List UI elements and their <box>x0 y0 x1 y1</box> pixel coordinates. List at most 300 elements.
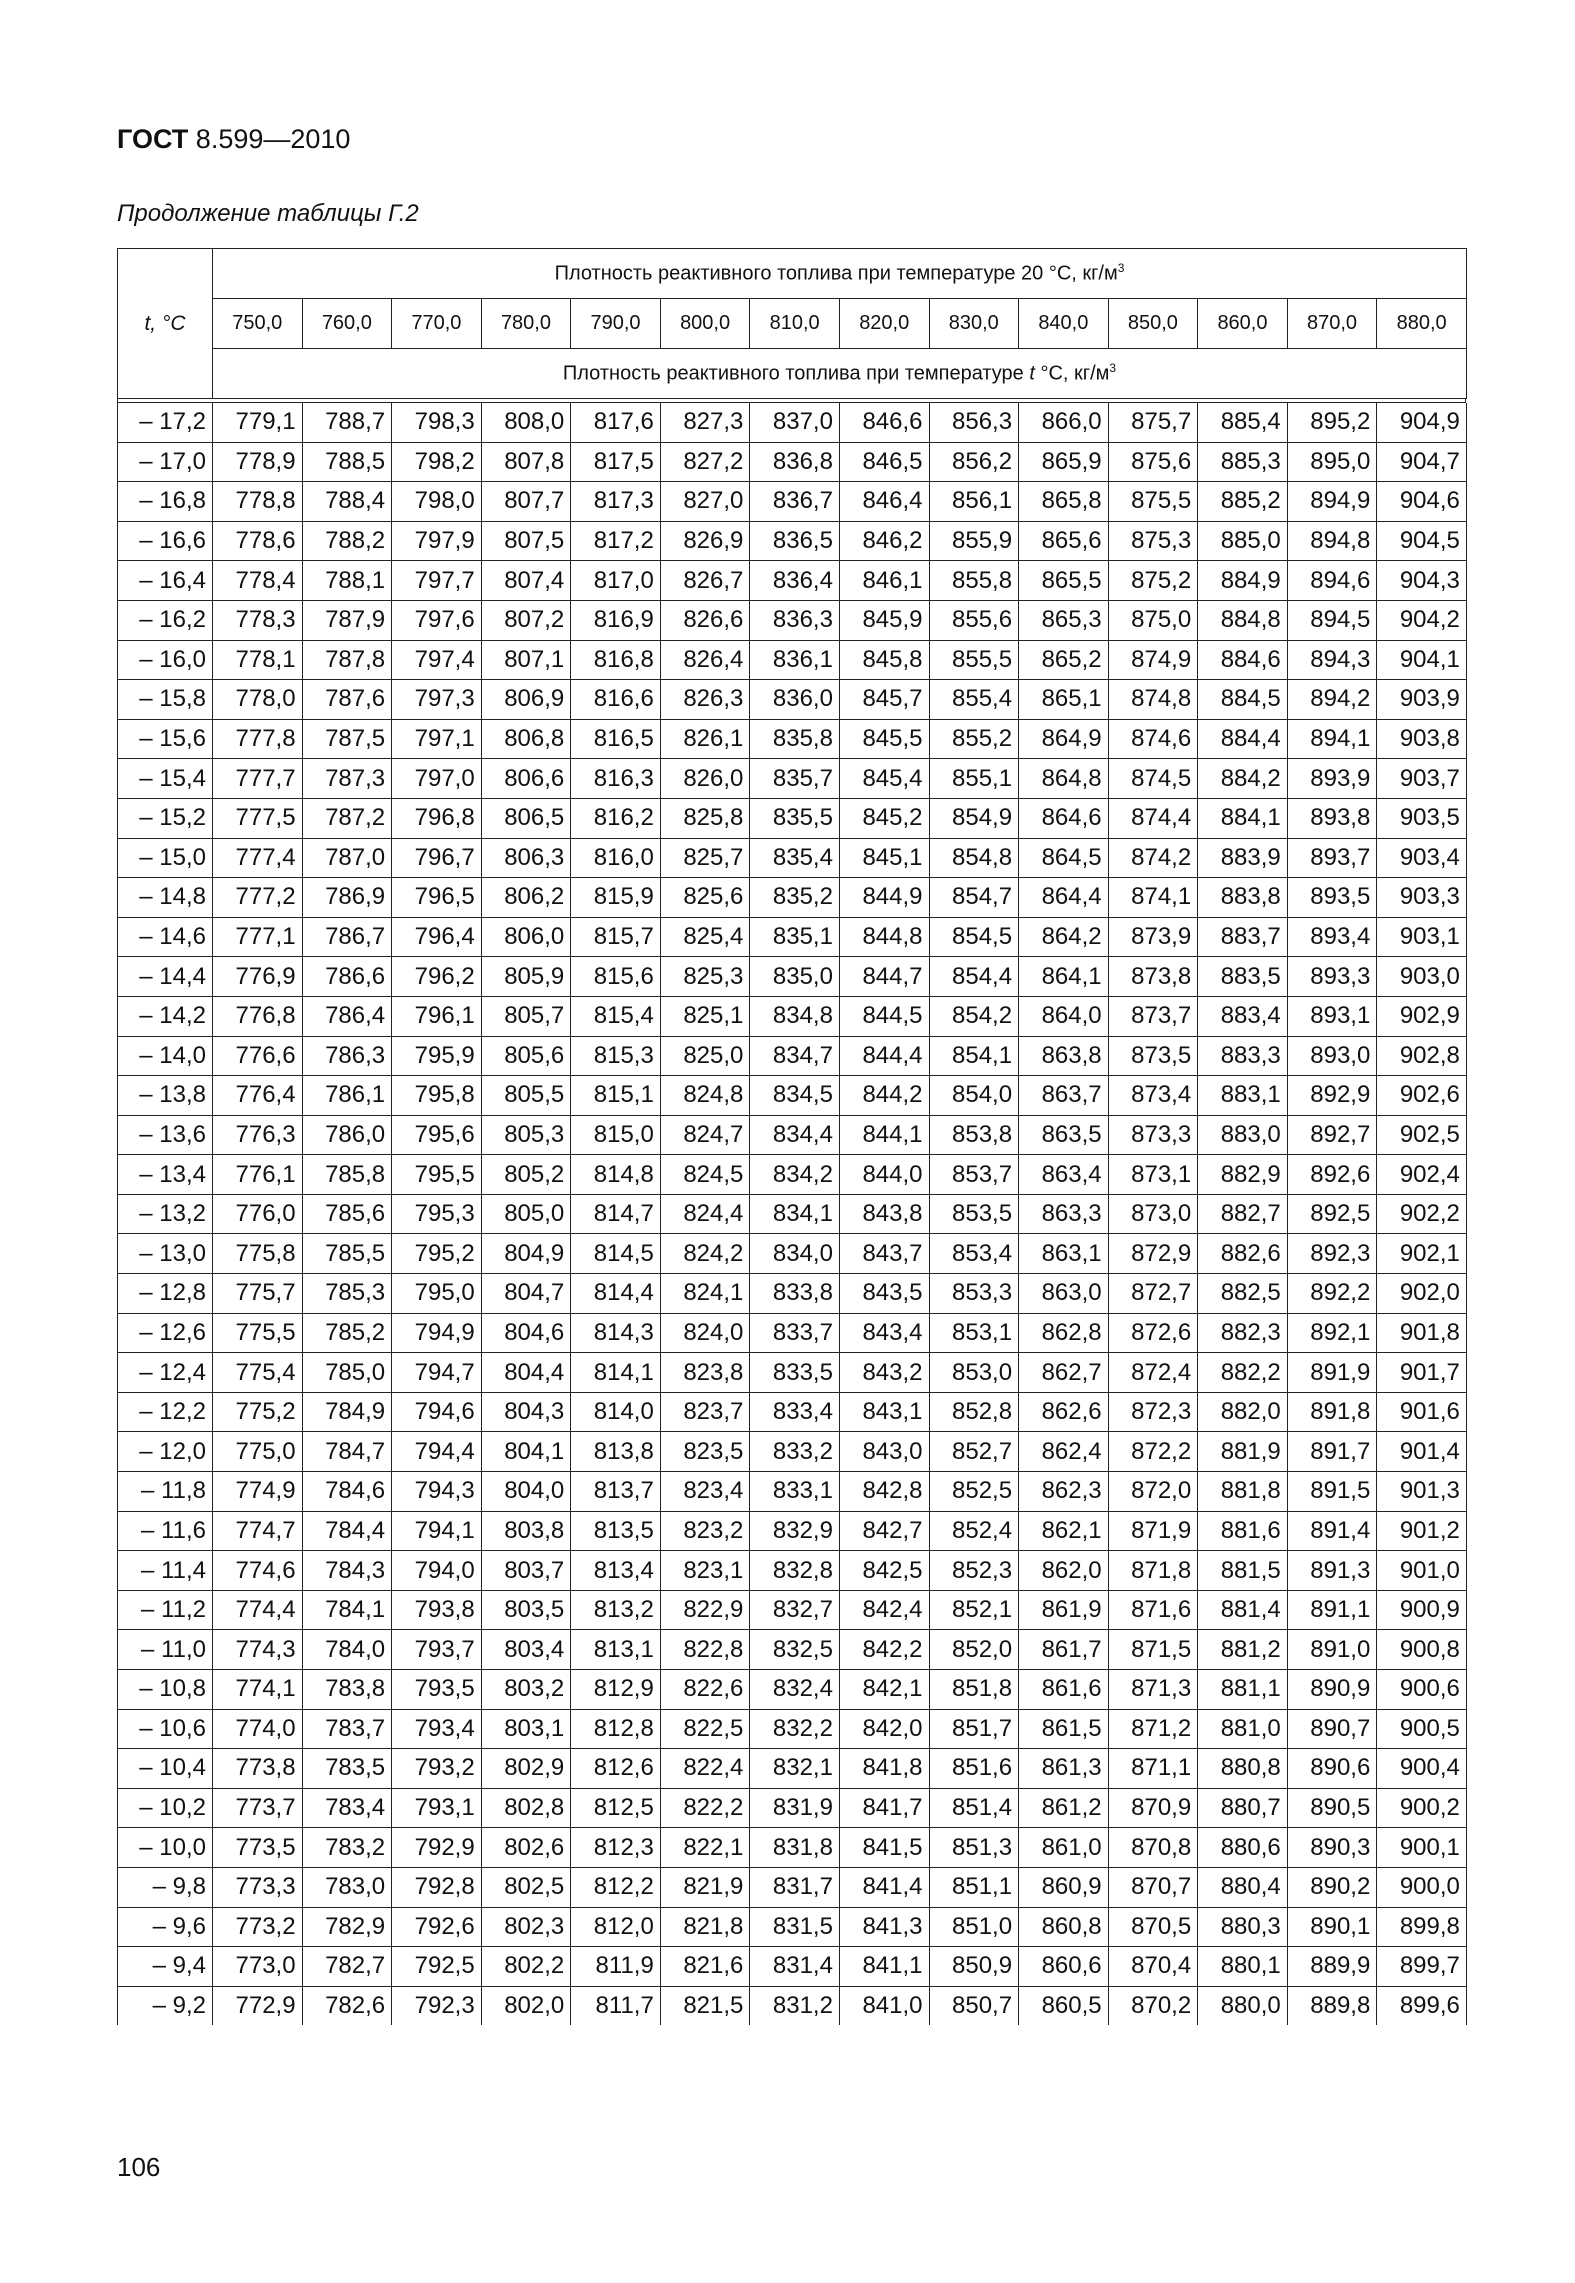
density-cell: 901,2 <box>1377 1511 1467 1551</box>
density-cell: 785,0 <box>302 1353 392 1393</box>
density-cell: 856,3 <box>929 403 1019 442</box>
density-cell: 807,5 <box>481 521 571 561</box>
table-caption: Продолжение таблицы Г.2 <box>117 200 419 227</box>
density-cell: 803,4 <box>481 1630 571 1670</box>
density-cell: 783,8 <box>302 1670 392 1710</box>
density-cell: 822,9 <box>660 1590 750 1630</box>
density-cell: 825,3 <box>660 957 750 997</box>
sub-header-sup: 3 <box>1109 361 1117 376</box>
temperature-cell: – 12,0 <box>118 1432 213 1472</box>
density-cell: 902,1 <box>1377 1234 1467 1274</box>
density-cell: 816,9 <box>571 600 661 640</box>
density-cell: 841,8 <box>839 1749 929 1789</box>
density-cell: 774,7 <box>213 1511 303 1551</box>
density-cell: 862,8 <box>1019 1313 1109 1353</box>
density-cell: 794,9 <box>392 1313 482 1353</box>
table-row <box>118 1788 1467 1828</box>
table-row <box>118 1551 1467 1591</box>
density-cell: 872,2 <box>1108 1432 1198 1472</box>
temperature-cell: – 11,6 <box>118 1511 213 1551</box>
density-cell: 884,1 <box>1198 798 1288 838</box>
density-cell: 881,0 <box>1198 1709 1288 1749</box>
density-cell: 788,2 <box>302 521 392 561</box>
table-row <box>118 1155 1467 1195</box>
density-cell: 870,4 <box>1108 1947 1198 1987</box>
density-cell: 841,4 <box>839 1867 929 1907</box>
density-cell: 893,1 <box>1287 996 1377 1036</box>
temperature-cell: – 17,2 <box>118 403 213 442</box>
density-cell: 852,7 <box>929 1432 1019 1472</box>
density-cell: 842,8 <box>839 1472 929 1512</box>
density-cell: 784,6 <box>302 1472 392 1512</box>
density-cell: 885,2 <box>1198 482 1288 522</box>
density-cell: 891,3 <box>1287 1551 1377 1591</box>
density-cell: 899,7 <box>1377 1947 1467 1987</box>
density-cell: 775,7 <box>213 1274 303 1314</box>
density-cell: 777,8 <box>213 719 303 759</box>
density-cell: 802,9 <box>481 1749 571 1789</box>
density-cell: 793,4 <box>392 1709 482 1749</box>
temperature-cell: – 17,0 <box>118 442 213 482</box>
density-cell: 903,7 <box>1377 759 1467 799</box>
temperature-cell: – 14,0 <box>118 1036 213 1076</box>
density-cell: 842,1 <box>839 1670 929 1710</box>
density-cell: 806,8 <box>481 719 571 759</box>
density-cell: 899,6 <box>1377 1986 1467 2025</box>
density-cell: 784,1 <box>302 1590 392 1630</box>
density-cell: 900,4 <box>1377 1749 1467 1789</box>
density-cell: 815,3 <box>571 1036 661 1076</box>
density-cell: 873,8 <box>1108 957 1198 997</box>
density-cell: 797,3 <box>392 680 482 720</box>
density-cell: 846,6 <box>839 403 929 442</box>
density-cell: 813,4 <box>571 1551 661 1591</box>
density-cell: 883,9 <box>1198 838 1288 878</box>
density-cell: 831,7 <box>750 1867 840 1907</box>
density-cell: 796,2 <box>392 957 482 997</box>
density-cell: 851,7 <box>929 1709 1019 1749</box>
density-cell: 843,2 <box>839 1353 929 1393</box>
density-cell: 803,1 <box>481 1709 571 1749</box>
density-cell: 870,8 <box>1108 1828 1198 1868</box>
density-cell: 835,7 <box>750 759 840 799</box>
density-cell: 813,7 <box>571 1472 661 1512</box>
density-cell: 822,8 <box>660 1630 750 1670</box>
density-cell: 903,4 <box>1377 838 1467 878</box>
density-cell: 900,6 <box>1377 1670 1467 1710</box>
density-cell: 880,8 <box>1198 1749 1288 1789</box>
density-cell: 833,4 <box>750 1392 840 1432</box>
density-cell: 871,6 <box>1108 1590 1198 1630</box>
density-cell: 890,3 <box>1287 1828 1377 1868</box>
density-cell: 900,5 <box>1377 1709 1467 1749</box>
density-cell: 874,6 <box>1108 719 1198 759</box>
density-cell: 852,4 <box>929 1511 1019 1551</box>
density-cell: 871,5 <box>1108 1630 1198 1670</box>
density-cell: 786,0 <box>302 1115 392 1155</box>
density-cell: 863,1 <box>1019 1234 1109 1274</box>
density-cell: 811,9 <box>571 1947 661 1987</box>
density-cell: 804,1 <box>481 1432 571 1472</box>
sub-header-pre: Плотность реактивного топлива при температуре <box>562 362 1024 385</box>
density-cell: 845,7 <box>839 680 929 720</box>
density-cell: 824,2 <box>660 1234 750 1274</box>
temperature-cell: – 12,2 <box>118 1392 213 1432</box>
density-cell: 806,5 <box>481 798 571 838</box>
density-cell: 796,7 <box>392 838 482 878</box>
density-cell: 778,4 <box>213 561 303 601</box>
density-cell: 795,6 <box>392 1115 482 1155</box>
density-cell: 883,4 <box>1198 996 1288 1036</box>
density-cell: 836,5 <box>750 521 840 561</box>
density-cell: 854,8 <box>929 838 1019 878</box>
density-cell: 774,9 <box>213 1472 303 1512</box>
density-cell: 860,6 <box>1019 1947 1109 1987</box>
density-cell: 885,3 <box>1198 442 1288 482</box>
density-cell: 787,9 <box>302 600 392 640</box>
density-cell: 854,1 <box>929 1036 1019 1076</box>
density-cell: 825,8 <box>660 798 750 838</box>
density-cell: 845,9 <box>839 600 929 640</box>
density-cell: 904,7 <box>1377 442 1467 482</box>
density-cell: 773,3 <box>213 1867 303 1907</box>
density-cell: 802,8 <box>481 1788 571 1828</box>
density-cell: 874,2 <box>1108 838 1198 878</box>
density-cell: 835,1 <box>750 917 840 957</box>
density-cell: 854,4 <box>929 957 1019 997</box>
density-cell: 841,5 <box>839 1828 929 1868</box>
density-cell: 826,9 <box>660 521 750 561</box>
density-cell: 861,6 <box>1019 1670 1109 1710</box>
density-cell: 835,0 <box>750 957 840 997</box>
density-cell: 792,9 <box>392 1828 482 1868</box>
density-cell: 843,8 <box>839 1194 929 1234</box>
density-cell: 894,9 <box>1287 482 1377 522</box>
density-cell: 787,5 <box>302 719 392 759</box>
density-cell: 863,7 <box>1019 1076 1109 1116</box>
density-cell: 812,3 <box>571 1828 661 1868</box>
density-cell: 794,0 <box>392 1551 482 1591</box>
density-cell: 872,3 <box>1108 1392 1198 1432</box>
density-cell: 777,7 <box>213 759 303 799</box>
density-cell: 776,0 <box>213 1194 303 1234</box>
table-row <box>118 600 1467 640</box>
density-cell: 893,9 <box>1287 759 1377 799</box>
density-cell: 775,0 <box>213 1432 303 1472</box>
density-cell: 852,1 <box>929 1590 1019 1630</box>
density-cell: 812,8 <box>571 1709 661 1749</box>
density-cell: 802,2 <box>481 1947 571 1987</box>
density-cell: 834,5 <box>750 1076 840 1116</box>
density-cell: 882,9 <box>1198 1155 1288 1195</box>
density-cell: 863,5 <box>1019 1115 1109 1155</box>
density-cell: 805,9 <box>481 957 571 997</box>
density-cell: 880,0 <box>1198 1986 1288 2025</box>
density-cell: 833,2 <box>750 1432 840 1472</box>
density-cell: 841,7 <box>839 1788 929 1828</box>
temperature-cell: – 14,4 <box>118 957 213 997</box>
temperature-cell: – 10,4 <box>118 1749 213 1789</box>
density-cell: 826,3 <box>660 680 750 720</box>
density-cell: 804,6 <box>481 1313 571 1353</box>
density-cell: 831,9 <box>750 1788 840 1828</box>
density-cell: 806,9 <box>481 680 571 720</box>
density-cell: 871,1 <box>1108 1749 1198 1789</box>
density-cell: 792,5 <box>392 1947 482 1987</box>
temperature-cell: – 10,0 <box>118 1828 213 1868</box>
density-column-header: 800,0 <box>660 299 750 349</box>
density-cell: 883,0 <box>1198 1115 1288 1155</box>
table-row <box>118 838 1467 878</box>
density-cell: 784,3 <box>302 1551 392 1591</box>
density-cell: 812,9 <box>571 1670 661 1710</box>
density-cell: 813,2 <box>571 1590 661 1630</box>
density-cell: 826,1 <box>660 719 750 759</box>
density-cell: 786,4 <box>302 996 392 1036</box>
density-cell: 803,8 <box>481 1511 571 1551</box>
density-cell: 845,2 <box>839 798 929 838</box>
density-cell: 864,6 <box>1019 798 1109 838</box>
table-row <box>118 442 1467 482</box>
temperature-cell: – 9,2 <box>118 1986 213 2025</box>
density-cell: 785,2 <box>302 1313 392 1353</box>
density-cell: 772,9 <box>213 1986 303 2025</box>
density-cell: 832,7 <box>750 1590 840 1630</box>
density-cell: 902,0 <box>1377 1274 1467 1314</box>
density-cell: 844,8 <box>839 917 929 957</box>
density-cell: 842,2 <box>839 1630 929 1670</box>
density-cell: 797,7 <box>392 561 482 601</box>
density-cell: 835,2 <box>750 878 840 918</box>
temperature-cell: – 16,2 <box>118 600 213 640</box>
density-cell: 795,8 <box>392 1076 482 1116</box>
density-cell: 894,6 <box>1287 561 1377 601</box>
density-cell: 794,7 <box>392 1353 482 1393</box>
density-cell: 851,8 <box>929 1670 1019 1710</box>
top-header <box>213 249 1467 299</box>
density-cell: 782,7 <box>302 1947 392 1987</box>
density-column-header: 780,0 <box>481 299 571 349</box>
density-cell: 814,1 <box>571 1353 661 1393</box>
density-cell: 892,6 <box>1287 1155 1377 1195</box>
density-cell: 783,2 <box>302 1828 392 1868</box>
table-row <box>118 680 1467 720</box>
t-header-label: t, °C <box>144 311 186 335</box>
density-cell: 815,9 <box>571 878 661 918</box>
temperature-cell: – 15,6 <box>118 719 213 759</box>
density-column-header: 830,0 <box>929 299 1019 349</box>
density-cell: 850,7 <box>929 1986 1019 2025</box>
table-row <box>118 1907 1467 1947</box>
density-cell: 824,8 <box>660 1076 750 1116</box>
density-cell: 865,2 <box>1019 640 1109 680</box>
density-cell: 884,8 <box>1198 600 1288 640</box>
page-number: 106 <box>117 2152 161 2182</box>
density-cell: 842,4 <box>839 1590 929 1630</box>
density-cell: 862,1 <box>1019 1511 1109 1551</box>
density-cell: 883,3 <box>1198 1036 1288 1076</box>
density-cell: 817,0 <box>571 561 661 601</box>
density-cell: 846,4 <box>839 482 929 522</box>
density-cell: 827,2 <box>660 442 750 482</box>
density-cell: 775,2 <box>213 1392 303 1432</box>
density-cell: 900,9 <box>1377 1590 1467 1630</box>
density-cell: 814,8 <box>571 1155 661 1195</box>
density-cell: 816,6 <box>571 680 661 720</box>
density-cell: 793,7 <box>392 1630 482 1670</box>
density-cell: 871,2 <box>1108 1709 1198 1749</box>
density-cell: 851,6 <box>929 1749 1019 1789</box>
density-cell: 865,3 <box>1019 600 1109 640</box>
density-cell: 862,3 <box>1019 1472 1109 1512</box>
density-cell: 862,7 <box>1019 1353 1109 1393</box>
density-cell: 795,3 <box>392 1194 482 1234</box>
density-cell: 866,0 <box>1019 403 1109 442</box>
density-cell: 833,5 <box>750 1353 840 1393</box>
density-cell: 822,6 <box>660 1670 750 1710</box>
density-cell: 855,9 <box>929 521 1019 561</box>
density-cell: 904,2 <box>1377 600 1467 640</box>
density-cell: 860,9 <box>1019 1867 1109 1907</box>
density-cell: 853,8 <box>929 1115 1019 1155</box>
temperature-cell: – 15,2 <box>118 798 213 838</box>
density-cell: 901,7 <box>1377 1353 1467 1393</box>
density-cell: 797,0 <box>392 759 482 799</box>
density-cell: 890,5 <box>1287 1788 1377 1828</box>
density-cell: 821,9 <box>660 1867 750 1907</box>
density-cell: 774,4 <box>213 1590 303 1630</box>
density-cell: 775,8 <box>213 1234 303 1274</box>
density-cell: 827,0 <box>660 482 750 522</box>
density-cell: 893,4 <box>1287 917 1377 957</box>
density-cell: 861,9 <box>1019 1590 1109 1630</box>
density-cell: 788,5 <box>302 442 392 482</box>
density-cell: 845,8 <box>839 640 929 680</box>
density-cell: 785,6 <box>302 1194 392 1234</box>
density-cell: 788,1 <box>302 561 392 601</box>
density-cell: 807,2 <box>481 600 571 640</box>
density-cell: 844,5 <box>839 996 929 1036</box>
density-cell: 882,2 <box>1198 1353 1288 1393</box>
density-cell: 855,8 <box>929 561 1019 601</box>
density-cell: 806,3 <box>481 838 571 878</box>
density-cell: 836,3 <box>750 600 840 640</box>
density-cell: 792,6 <box>392 1907 482 1947</box>
density-cell: 812,5 <box>571 1788 661 1828</box>
density-cell: 863,0 <box>1019 1274 1109 1314</box>
density-cell: 773,0 <box>213 1947 303 1987</box>
density-cell: 802,5 <box>481 1867 571 1907</box>
density-cell: 778,6 <box>213 521 303 561</box>
density-cell: 831,4 <box>750 1947 840 1987</box>
density-cell: 816,5 <box>571 719 661 759</box>
density-cell: 834,2 <box>750 1155 840 1195</box>
density-cell: 880,4 <box>1198 1867 1288 1907</box>
table-row <box>118 1511 1467 1551</box>
table-body <box>117 403 1467 2025</box>
density-cell: 795,0 <box>392 1274 482 1314</box>
density-cell: 775,5 <box>213 1313 303 1353</box>
density-cell: 805,7 <box>481 996 571 1036</box>
density-cell: 844,9 <box>839 878 929 918</box>
density-cell: 813,5 <box>571 1511 661 1551</box>
density-cell: 776,8 <box>213 996 303 1036</box>
density-cell: 873,0 <box>1108 1194 1198 1234</box>
density-cell: 864,2 <box>1019 917 1109 957</box>
density-column-header: 850,0 <box>1108 299 1198 349</box>
density-cell: 851,1 <box>929 1867 1019 1907</box>
table-row <box>118 640 1467 680</box>
density-cell: 900,2 <box>1377 1788 1467 1828</box>
density-cell: 842,5 <box>839 1551 929 1591</box>
density-cell: 864,5 <box>1019 838 1109 878</box>
density-cell: 881,5 <box>1198 1551 1288 1591</box>
density-cell: 875,2 <box>1108 561 1198 601</box>
density-cell: 823,7 <box>660 1392 750 1432</box>
density-cell: 836,4 <box>750 561 840 601</box>
table-row <box>118 1828 1467 1868</box>
density-cell: 856,1 <box>929 482 1019 522</box>
density-cell: 880,7 <box>1198 1788 1288 1828</box>
density-cell: 870,2 <box>1108 1986 1198 2025</box>
table-row <box>118 1353 1467 1393</box>
density-column-header: 870,0 <box>1287 299 1377 349</box>
density-cell: 881,6 <box>1198 1511 1288 1551</box>
density-cell: 826,0 <box>660 759 750 799</box>
density-cell: 894,8 <box>1287 521 1377 561</box>
density-cell: 865,8 <box>1019 482 1109 522</box>
density-cell: 844,1 <box>839 1115 929 1155</box>
temperature-cell: – 16,4 <box>118 561 213 601</box>
density-cell: 865,6 <box>1019 521 1109 561</box>
density-column-header: 790,0 <box>571 299 661 349</box>
density-cell: 855,2 <box>929 719 1019 759</box>
density-cell: 875,3 <box>1108 521 1198 561</box>
density-cell: 891,8 <box>1287 1392 1377 1432</box>
density-cell: 804,0 <box>481 1472 571 1512</box>
density-cell: 826,6 <box>660 600 750 640</box>
density-cell: 795,2 <box>392 1234 482 1274</box>
density-cell: 882,0 <box>1198 1392 1288 1432</box>
density-cell: 893,3 <box>1287 957 1377 997</box>
density-cell: 806,2 <box>481 878 571 918</box>
density-cell: 817,2 <box>571 521 661 561</box>
sub-header-var: t <box>1029 362 1035 385</box>
density-cell: 893,8 <box>1287 798 1377 838</box>
density-cell: 852,0 <box>929 1630 1019 1670</box>
top-header-sup: 3 <box>1117 261 1125 276</box>
density-cell: 817,5 <box>571 442 661 482</box>
density-cell: 860,5 <box>1019 1986 1109 2025</box>
density-cell: 892,7 <box>1287 1115 1377 1155</box>
density-cell: 844,7 <box>839 957 929 997</box>
density-cell: 784,9 <box>302 1392 392 1432</box>
density-cell: 902,6 <box>1377 1076 1467 1116</box>
density-cell: 892,1 <box>1287 1313 1377 1353</box>
density-cell: 883,1 <box>1198 1076 1288 1116</box>
density-cell: 852,5 <box>929 1472 1019 1512</box>
table-row <box>118 1630 1467 1670</box>
density-cell: 795,9 <box>392 1036 482 1076</box>
density-cell: 816,2 <box>571 798 661 838</box>
density-cell: 894,5 <box>1287 600 1377 640</box>
density-cell: 841,1 <box>839 1947 929 1987</box>
density-cell: 803,7 <box>481 1551 571 1591</box>
temperature-cell: – 10,6 <box>118 1709 213 1749</box>
density-cell: 854,2 <box>929 996 1019 1036</box>
density-cell: 814,5 <box>571 1234 661 1274</box>
density-cell: 787,2 <box>302 798 392 838</box>
